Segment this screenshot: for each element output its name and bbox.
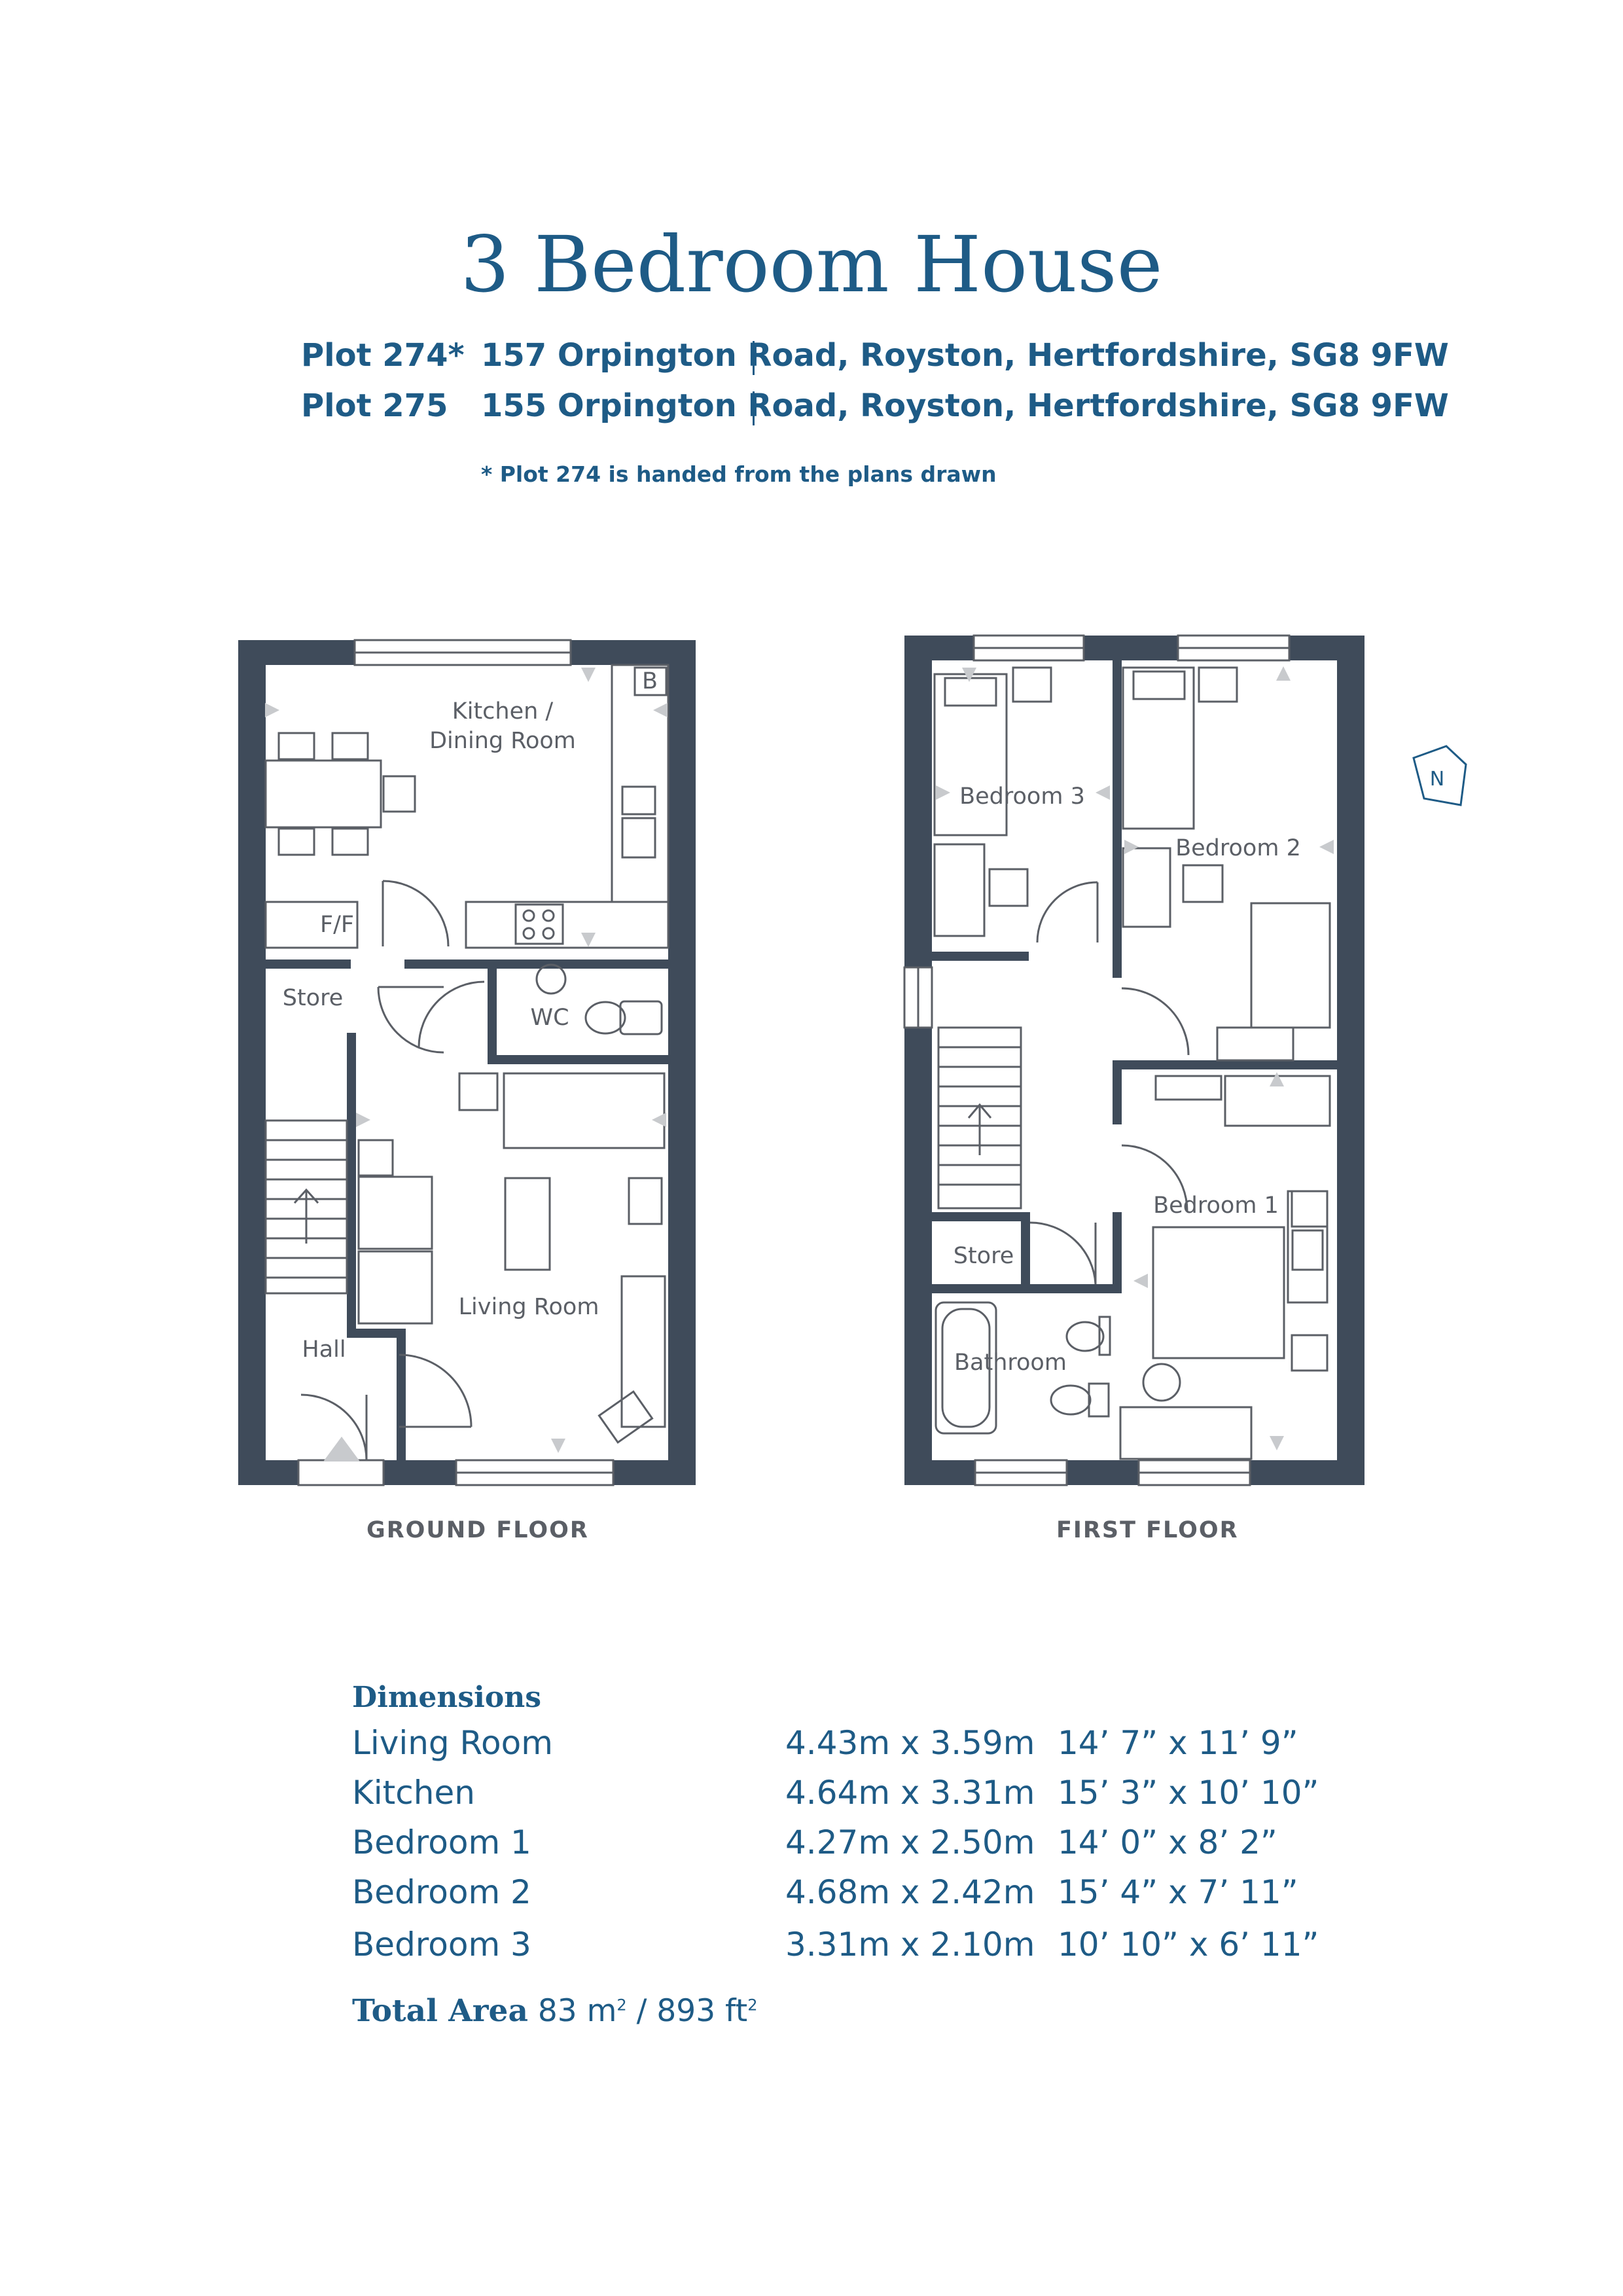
room-label-bedroom-1: Bedroom 1 <box>1153 1193 1279 1219</box>
dimension-imperial: 14’ 0” x 8’ 2” <box>1058 1823 1277 1861</box>
room-label-kitchen: Kitchen / <box>452 698 554 725</box>
dimension-metric: 4.68m x 2.42m <box>785 1873 1035 1911</box>
wall <box>668 640 696 1485</box>
room-label-wc: WC <box>530 1005 569 1031</box>
dimension-metric: 4.43m x 3.59m <box>785 1724 1035 1762</box>
dimension-metric: 3.31m x 2.10m <box>785 1926 1035 1964</box>
superscript: 2 <box>616 1996 627 2015</box>
handed-footnote: * Plot 274 is handed from the plans drawn <box>481 461 997 487</box>
dimensions-heading: Dimensions <box>352 1681 542 1714</box>
room-label-store: Store <box>282 985 344 1011</box>
room-label-fridge-freezer: F/F <box>319 912 355 938</box>
total-area-label: Total Area <box>352 1993 528 2029</box>
room-label-bedroom-3: Bedroom 3 <box>959 783 1085 810</box>
total-area-metric: 83 m <box>537 1993 617 2029</box>
total-area-imperial: / 893 ft <box>626 1993 748 2029</box>
room-label-dining: Dining Room <box>429 728 576 754</box>
wall <box>238 640 266 1485</box>
page-title: 3 Bedroom House <box>460 219 1163 310</box>
room-label-bedroom-2: Bedroom 2 <box>1175 835 1301 861</box>
plot-274-address: 157 Orpington Road, Royston, Hertfordshire, SG8 9FW <box>481 337 1449 374</box>
dimension-metric: 4.64m x 3.31m <box>785 1774 1035 1812</box>
room-label-boiler: B <box>641 668 658 694</box>
dimension-room: Bedroom 2 <box>352 1873 531 1911</box>
room-label-bathroom: Bathroom <box>954 1350 1067 1376</box>
plot-275-label: Plot 275 <box>301 387 448 424</box>
room-label-living: Living Room <box>458 1294 599 1320</box>
first-floor-label: FIRST FLOOR <box>1056 1517 1239 1543</box>
plot-274-label: Plot 274* <box>301 337 465 374</box>
superscript: 2 <box>747 1996 758 2015</box>
plot-275-address: 155 Orpington Road, Royston, Hertfordshire, SG8 9FW <box>481 387 1449 424</box>
dimension-room: Bedroom 1 <box>352 1823 531 1861</box>
ground-floor-label: GROUND FLOOR <box>366 1517 589 1543</box>
dimension-imperial: 15’ 4” x 7’ 11” <box>1058 1873 1298 1911</box>
dimension-room: Bedroom 3 <box>352 1926 531 1964</box>
dimension-imperial: 14’ 7” x 11’ 9” <box>1058 1724 1298 1762</box>
room-label-hall: Hall <box>302 1336 346 1363</box>
room-label-store: Store <box>953 1243 1014 1269</box>
dimension-metric: 4.27m x 2.50m <box>785 1823 1035 1861</box>
dimension-imperial: 15’ 3” x 10’ 10” <box>1058 1774 1319 1812</box>
dimension-imperial: 10’ 10” x 6’ 11” <box>1058 1926 1319 1964</box>
total-area <box>352 1993 757 2029</box>
dimension-room: Living Room <box>352 1724 553 1762</box>
north-label: N <box>1429 768 1445 791</box>
dimension-room: Kitchen <box>352 1774 475 1812</box>
front-door-gap <box>298 1460 383 1485</box>
